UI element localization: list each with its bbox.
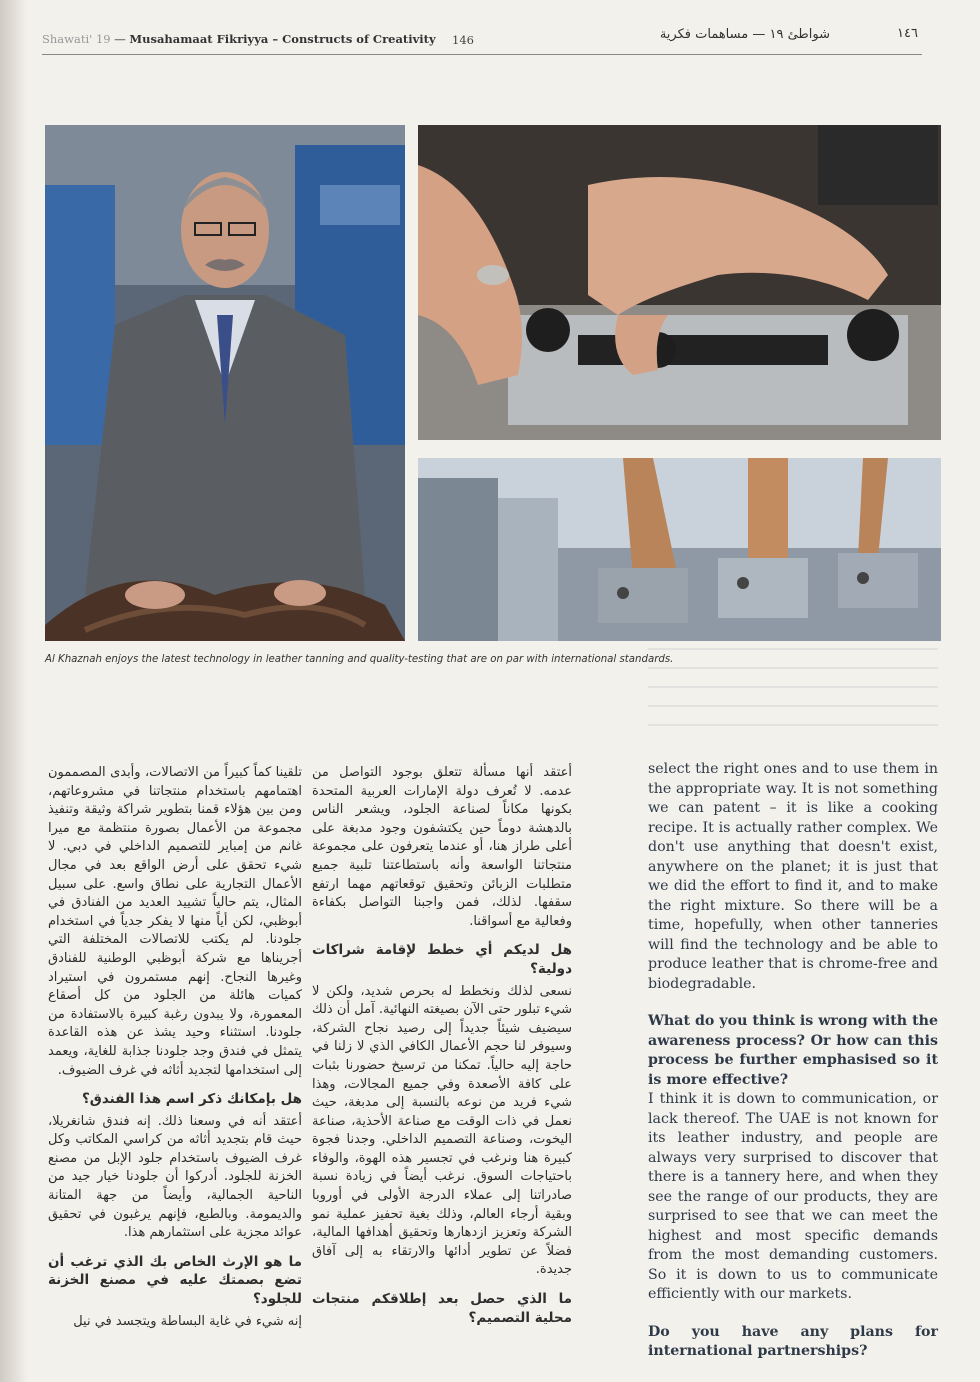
arabic-paragraph: أعتقد أنه في وسعنا ذلك. إنه فندق شانغريلا، حيث قام بتجديد أثاثه من كراسي المكاتب وكل غرف الضيوف باستخدام جلود الإبل من مصنع الخزنة للجلود. أدركوا أن جلودنا خيار جيد من الناحية الجمالية، وأيضاً من جهة المتانة والديمومة. وبالطبع، فإنهم يرغبون في تحقيق عوائد مجزية على استثمارهم هذا.: [48, 1113, 302, 1241]
english-paragraph: I think it is down to communication, or lack thereof. The UAE is not known for its leather industry, and people are always very surprised to discover that there is a tannery here, and when they see the range of our products, they are surprised to see that we can meet the highest and most specific demands from the most demanding customers. So it is down to us to communicate efficiently with our markets.: [648, 1091, 938, 1302]
bleed-through-text: [648, 648, 938, 728]
english-paragraph: select the right ones and to use them in the appropriate way. It is not something we can patent – it is like a cooking recipe. It is actually rather complex. We don't use anything that doesn't exist, anywhere on the planet; it is just that we did the effort to find it, and to make the right mixture. So there will be a time, hopefully, when other tanneries will find the technology and be able to produce leather that is chrome-free and biodegradable.: [648, 761, 938, 992]
header-rule: [42, 54, 922, 55]
photo-hands-illustration: [418, 125, 941, 440]
english-question: Do you have any plans for international partnerships?: [648, 1323, 938, 1359]
running-header-en: Shawati' 19 — Musahamaat Fikriyya – Constructs of Creativity: [42, 32, 436, 46]
page-number-ar: ١٤٦: [897, 26, 918, 41]
photo-testing-machine: [418, 458, 941, 641]
arabic-paragraph: نسعى لذلك ونخطط له بحرص شديد، ولكن لا شيء تبلور حتى الآن بصيغته النهائية. آمل أن ذلك سيضيف شيئاً جديداً إلى رصيد نجاح الشركة، وسيوفر لنا حجم الأعمال الكافي الذي لا زلنا في حاجة إليه حالياً. تمكنا من ترسيخ حضورنا بثبات على كافة الأصعدة وفي جميع المجالات، وهذا شيء فريد من نوعه بالنسبة إلى مدبغة، حيث نعمل في ذات الوقت مع صناعة الأحذية، صناعة اليخوت، وصناعة التصميم الداخلي. وجدنا فجوة كبيرة هنا ونرغب في تجسير هذه الهوة، والوفاء باحتياجات السوق. نرغب أيضاً في زيادة نسبة صادراتنا إلى عملاء الدرجة الأولى في أوروبا وبقية أرجاء العالم، وذلك بغية تحفيز عملية نمو الشركة وتعزيز ازدهارها وتحقيق أهدافها المالية، فضلاً عن تطوير أدائها والارتقاء به إلى آفاق جديدة.: [312, 983, 572, 1278]
arabic-paragraph: إنه شيء في غاية البساطة ويتجسد في نيل: [73, 1313, 302, 1329]
english-column: [648, 760, 938, 1362]
page-gutter-shadow: [0, 0, 28, 1382]
arabic-column-2: [48, 764, 302, 1341]
photo-man-illustration: [45, 125, 405, 641]
section-title-ar: شواطئ ١٩ — مساهمات فكرية: [659, 27, 830, 42]
english-question: What do you think is wrong with the awareness process? Or how can this process be further emphasised so it is more effective?: [648, 1013, 938, 1088]
arabic-paragraph: أعتقد أنها مسألة تتعلق بوجود التواصل من عدمه. لا تُعرف دولة الإمارات العربية المتحدة بكونها مكاناً لصناعة الجلود، ويشعر الناس بالدهشة دوماً حين يكتشفون وجود مدبغة على أعلى طراز هنا، أو عندما يتعرفون على مجموعة منتجاتنا الواسعة وأنه باستطاعتنا تلبية جميع متطلبات الزبائن وتحقيق توقعاتهم مهما ارتفع سقفها. لذلك، فمن واجبنا التواصل بكفاءة وفعالية مع أسواقنا.: [312, 765, 572, 929]
arabic-question: هل لديكم أي خطط لإقامة شراكات دولية؟: [312, 942, 572, 977]
section-title-en: Musahamaat Fikriyya – Constructs of Creativity: [129, 32, 436, 46]
photo-machine-illustration: [418, 458, 941, 641]
arabic-question: ما هو الإرث الخاص بك الذي ترغب أن تضع بصمتك عليه في مصنع الخزنة للجلود؟: [48, 1253, 302, 1308]
photo-hands-testing-leather: [418, 125, 941, 440]
page-number-en: 146: [452, 33, 474, 47]
arabic-column-1: [312, 764, 572, 1331]
photo-caption: Al Khaznah enjoys the latest technology in leather tanning and quality-testing that are on par with international standards.: [45, 654, 674, 665]
arabic-question: هل بإمكانك ذكر اسم هذا الفندق؟: [81, 1091, 302, 1108]
arabic-paragraph: تلقينا كماً كبيراً من الاتصالات، وأبدى المصممون اهتمامهم باستخدام منتجاتنا في مشروعاتهم، ومن بين هؤلاء قمنا بتطوير شراكة وثيقة وتنفيذ مجموعة من الأعمال بصورة منتظمة مع ميرا غانم من إمباير للتصميم الداخلي في دبي. لا شيء تحقق على أرض الواقع بعد في مجال الأعمال التجارية على نطاق واسع. على سبيل المثال، يتم حالياً تشييد العديد من الفنادق في أبوظبي، لكن أياً منها لا يفكر جدياً في استخدام جلودنا. لم يكتب للاتصالات المختلفة التي أجريناها مع شركة أبوظبي الوطنية للفنادق وغيرها النجاح. إنهم مستمرون في استيراد كميات هائلة من الجلود من كل أصقاع المعمورة، ولا يبدون رغبة كبيرة بالاستفادة من جلودنا. استثناء وحيد يشذ عن هذه القاعدة يتمثل في فندق وجد جلودنا جذابة للغاية، ويعمد إلى استخدامها لتجديد أثاثه في غرف الضيوف.: [48, 765, 302, 1078]
photo-man-with-leather: [45, 125, 405, 641]
journal-name: Shawati' 19: [42, 32, 111, 46]
arabic-question: ما الذي حصل بعد إطلاقكم منتجات محلية التصميم؟: [312, 1291, 572, 1326]
